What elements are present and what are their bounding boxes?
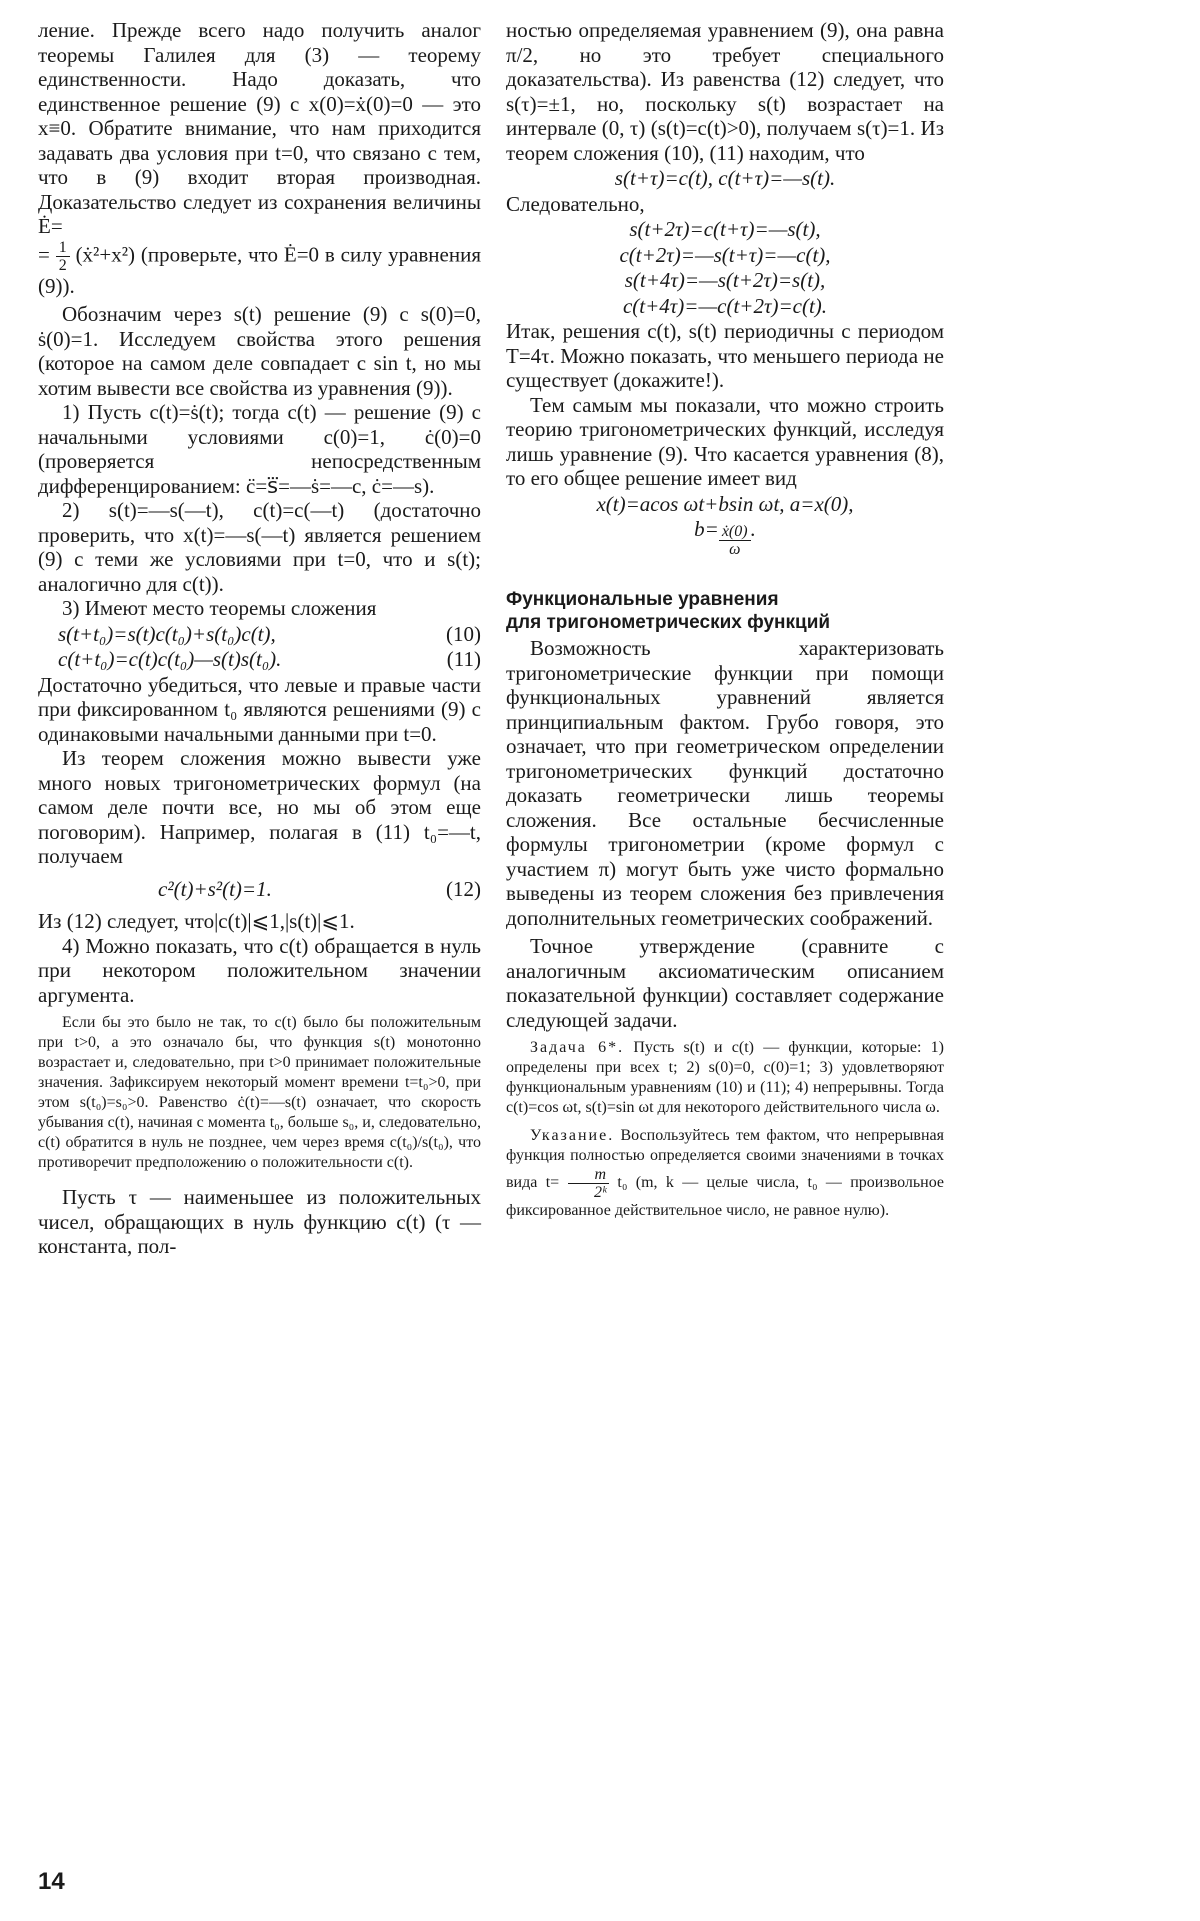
equation-number: (11) — [446, 647, 481, 671]
paragraph: Пусть τ — наименьшее из положительных чисел, обращающих в нуль функцию c(t) (τ — константа, пол- — [38, 1185, 481, 1258]
equation-10 — [38, 622, 481, 647]
fraction-numerator: 1 — [56, 239, 70, 257]
paragraph: Достаточно убедиться, что левые и правые части при фиксированном t₀ являются решениями (9) с одинаковыми начальными данными при t=0. — [38, 672, 481, 746]
equation: s(t+2τ)=c(t+τ)=—s(t), — [629, 217, 821, 241]
fraction-numerator: m — [568, 1166, 610, 1184]
hint-text: t₀ (m, k — целые числа, t₀ — произвольное фиксированное действительное число, не равное нулю). — [506, 1174, 945, 1219]
fraction — [719, 523, 751, 558]
equation: c(t+4τ)=—c(t+2τ)=c(t). — [622, 293, 828, 318]
paragraph: Тем самым мы показали, что можно строить теорию тригонометрических функций, исследуя лишь уравнение (9). Что касается уравнения (8), то его общее решение имеет вид — [506, 392, 944, 490]
heading-line: для тригонометрических функций — [506, 612, 831, 633]
paragraph: Возможность характеризовать тригонометрические функции при помощи функциональных уравнений является принципиальным фактом. Грубо говоря, это означает, что при геометрическом определении тригонометрических функций достаточно доказать геометрически лишь теоремы сложения. Все остальные бесчисленные формулы тригонометрии (кроме формул с участием π) могут быть уже чисто формально выведены из теорем сложения без привлечения дополнительных геометрических соображений. — [506, 636, 944, 930]
right-column — [506, 18, 944, 1221]
task-text: Пусть s(t) и c(t) — функции, которые: 1) определены при всех t; 2) s(0)=0, c(0)=1; 3) удовлетворяют функциональным уравнениям (10) и (11); 4) непрерывны. Тогда c(t)=cos ωt, s(t)=sin ωt для некоторого действительного числа ω. — [506, 1039, 945, 1116]
fraction-denominator: 2ᵏ — [594, 1184, 607, 1201]
hint-paragraph — [506, 1126, 944, 1221]
equation: x(t)=acos ωt+bsin ωt, a=x(0), — [596, 491, 854, 516]
fraction-numerator: ẋ(0) — [719, 523, 751, 541]
equation-body: s(t+t₀)=s(t)c(t₀)+s(t₀)c(t), — [58, 621, 276, 646]
equation: s(t+τ)=c(t), c(t+τ)=—s(t). — [614, 166, 836, 190]
task-block — [506, 1038, 944, 1221]
equation: c(t+2τ)=—s(t+τ)=—c(t), — [619, 242, 831, 267]
equation-12 — [38, 877, 481, 902]
heading-line: Функциональные уравнения — [506, 589, 779, 610]
equation-end: . — [750, 517, 756, 541]
hint-text: Воспользуйтесь тем фактом, что непрерывная функция полностью определяется своими значениями в точках вида t= — [506, 1127, 945, 1192]
left-column — [38, 18, 481, 1259]
task-paragraph — [506, 1038, 944, 1118]
task-label: Задача 6*. — [530, 1039, 625, 1056]
equation-number: (12) — [446, 876, 481, 901]
equation: s(t+4τ)=—s(t+2τ)=s(t), — [624, 268, 826, 292]
fraction-denominator: 2 — [58, 256, 67, 274]
paragraph: ностью определяемая уравнением (9), она равна π/2, но это требует специального доказательства). Из равенства (12) следует, что s(τ)=±1, но, поскольку s(t) возрастает на интервале (0, τ) (s(t)=c(t)>0), получаем s(τ)=1. Из теорем сложения (10), (11) находим, что — [506, 18, 944, 165]
equation-lhs: b= — [694, 517, 719, 541]
paragraph: Точное утверждение (сравните с аналогичным аксиоматическим описанием показательной функции) составляет содержание следующей задачи. — [506, 934, 944, 1032]
equation-body: c²(t)+s²(t)=1. — [158, 876, 272, 901]
equation-11 — [38, 647, 481, 672]
formula-rest: (ẋ²+x²) (проверьте, что Ė=0 в силу уравнения (9)). — [38, 241, 482, 298]
small-print-proof — [38, 1013, 481, 1173]
paragraph: Следовательно, — [506, 191, 645, 216]
formula-equals: = — [38, 241, 50, 266]
paragraph: Обозначим через s(t) решение (9) с s(0)=0, ṡ(0)=1. Исследуем свойства этого решения (которое на самом деле совпадает с sin t, но мы хотим вывести все свойства из уравнения (9)). — [38, 302, 481, 400]
paragraph: ление. Прежде всего надо получить аналог теоремы Галилея для (3) — теорему единственности. Надо доказать, что единственное решение (9) с x(0)=ẋ(0)=0 — это x≡0. Обратите внимание, что нам приходится задавать два условия при t=0, что связано с тем, что в (9) входит вторая производная. Доказательство следует из сохранения величины Ė= — [38, 18, 481, 238]
paragraph: 1) Пусть c(t)=ṡ(t); тогда c(t) — решение (9) с начальными условиями c(0)=1, ċ(0)=0 (проверяется непосредственным дифференцированием: c̈=s⃛=—ṡ=—c, ċ=—s). — [38, 400, 481, 498]
paragraph: 3) Имеют место теоремы сложения — [62, 596, 377, 620]
equation-body: c(t+t₀)=c(t)c(t₀)—s(t)s(t₀). — [58, 647, 282, 671]
paragraph: Из (12) следует, что|c(t)|⩽1,|s(t)|⩽1. — [38, 909, 355, 933]
hint-label: Указание. — [530, 1127, 615, 1144]
paragraph: 4) Можно показать, что c(t) обращается в нуль при некотором положительном значении аргумента. — [38, 933, 481, 1007]
equation-number: (10) — [446, 621, 481, 646]
fraction — [568, 1166, 610, 1201]
fraction — [56, 239, 70, 274]
paragraph: Из теорем сложения можно вывести уже много новых тригонометрических формул (на самом деле почти все, но мы об этом еще поговорим). Например, полагая в (11) t₀=—t, получаем — [38, 746, 481, 868]
page-number: 14 — [38, 1868, 65, 1895]
fraction-denominator: ω — [729, 541, 741, 558]
section-heading — [506, 588, 944, 634]
small-paragraph: Если бы это было не так, то c(t) было бы положительным при t>0, а это означало бы, что функция s(t) монотонно возрастает и, следовательно, при t>0 принимает положительные значения. Зафиксируем некоторый момент времени t=t₀>0, при этом s(t₀)=s₀>0. Равенство ċ(t)=—s(t) означает, что скорость убывания c(t), начиная с момента t₀, больше s₀, и, следовательно, c(t) обратится в нуль не позднее, чем через время c(t₀)/s(t₀), что противоречит предположению о положительности c(t). — [38, 1014, 481, 1171]
paragraph: Итак, решения c(t), s(t) периодичны с периодом T=4τ. Можно показать, что меньшего периода не существует (докажите!). — [506, 319, 944, 392]
formula-line — [38, 239, 481, 299]
equation-fraction — [506, 517, 944, 558]
paragraph: 2) s(t)=—s(—t), c(t)=c(—t) (достаточно проверить, что x(t)=—s(—t) является решением (9) с теми же условиями при t=0, что и s(t); аналогично для c(t)). — [38, 498, 481, 596]
